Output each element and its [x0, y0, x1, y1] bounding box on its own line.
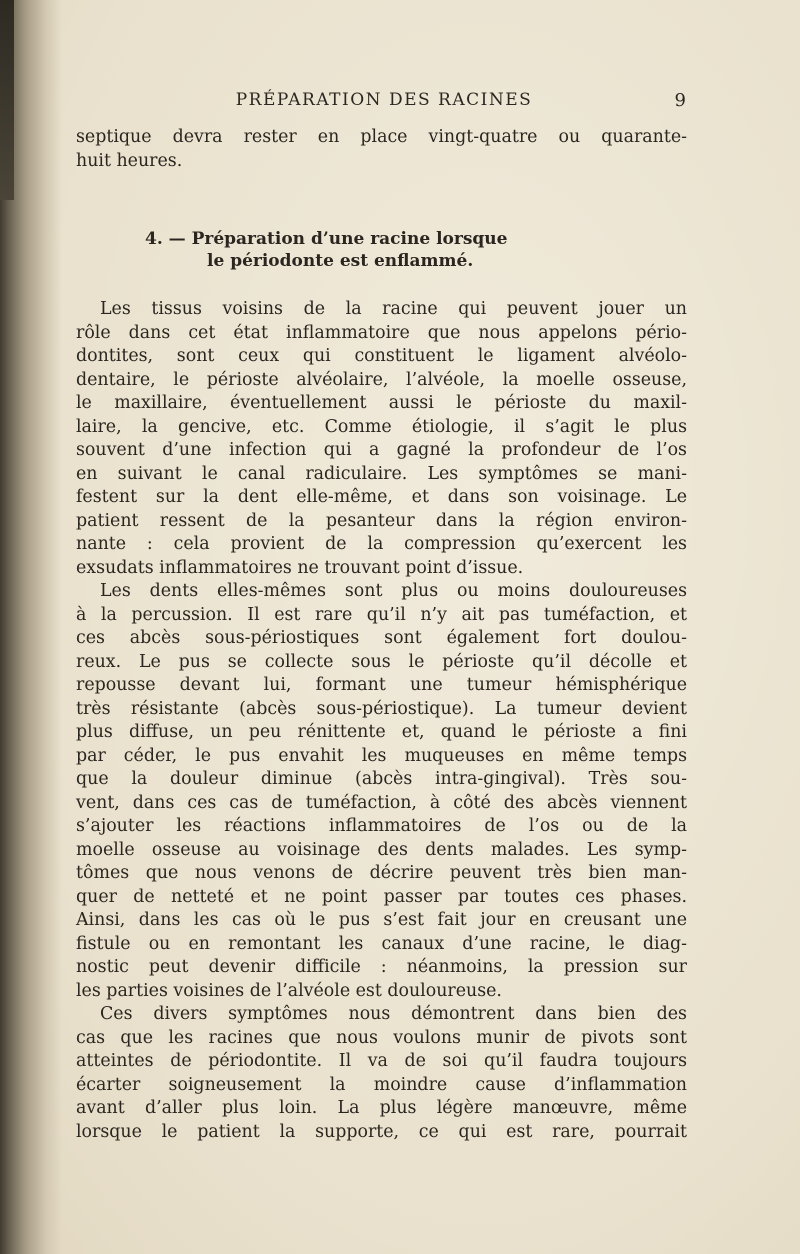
text-line: tômes que nous venons de décrire peuvent très bien man-: [76, 863, 687, 883]
text-line: laire, la gencive, etc. Comme étiologie, il s’agit le plus: [76, 416, 687, 437]
text-line: exsudats inflammatoires ne trouvant point d’issue.: [76, 557, 524, 578]
text-line: à la percussion. Il est rare qu’il n’y ait pas tuméfaction, et: [76, 604, 687, 625]
text-line: reux. Le pus se collecte sous le périoste qu’il décolle et: [76, 651, 687, 672]
page-number: 9: [674, 90, 686, 111]
text-line: Ainsi, dans les cas où le pus s’est fait jour en creusant une: [76, 910, 687, 930]
text-line: dontites, sont ceux qui constituent le ligament alvéolo-: [76, 346, 687, 366]
text-line: vent, dans ces cas de tuméfaction, à côté des abcès viennent: [76, 792, 687, 813]
text-line: cas que les racines que nous voulons munir de pivots sont: [76, 1027, 687, 1048]
text-line: nante : cela provient de la compression qu’exercent les: [76, 534, 687, 554]
text-line: festent sur la dent elle-même, et dans son voisinage. Le: [76, 487, 687, 507]
text-line: nostic peut devenir difficile : néanmoins, la pression sur: [76, 957, 687, 977]
text-line: rôle dans cet état inflammatoire que nous appelons pério-: [76, 322, 687, 343]
text-line: repousse devant lui, formant une tumeur hémisphérique: [76, 675, 687, 695]
text-line: avant d’aller plus loin. La plus légère manœuvre, même: [76, 1098, 687, 1118]
text-line: écarter soigneusement la moindre cause d’inflammation: [76, 1074, 687, 1095]
spine-edge: [0, 0, 14, 200]
text-line: Les tissus voisins de la racine qui peuvent jouer un: [100, 299, 687, 319]
text-line: souvent d’une infection qui a gagné la profondeur de l’os: [76, 440, 687, 460]
text-line: très résistante (abcès sous-périostique). La tumeur devient: [76, 698, 687, 719]
text-line: fistule ou en remontant les canaux d’une racine, le diag-: [76, 933, 687, 954]
text-line: s’ajouter les réactions inflammatoires de l’os ou de la: [76, 816, 687, 836]
text-line: lorsque le patient la supporte, ce qui est rare, pourrait: [76, 1121, 687, 1142]
text-line: que la douleur diminue (abcès intra-gingival). Très sou-: [76, 769, 687, 789]
text-line: huit heures.: [76, 150, 183, 171]
continued-paragraph: [76, 126, 687, 173]
text-line: patient ressent de la pesanteur dans la région environ-: [76, 510, 687, 531]
text-line: en suivant le canal radiculaire. Les symptômes se mani-: [76, 463, 687, 484]
running-head: [76, 90, 692, 114]
text-line: ces abcès sous-périostiques sont également fort doulou-: [76, 628, 687, 648]
text-line: par céder, le pus envahit les muqueuses en même temps: [76, 745, 687, 766]
text-line: quer de netteté et ne point passer par toutes ces phases.: [76, 886, 687, 907]
text-line: les parties voisines de l’alvéole est douloureuse.: [76, 980, 502, 1001]
text-line: dentaire, le périoste alvéolaire, l’alvéole, la moelle osseuse,: [76, 369, 687, 390]
text-line: moelle osseuse au voisinage des dents malades. Les symp-: [76, 839, 687, 860]
text-line: atteintes de périodontite. Il va de soi qu’il faudra toujours: [76, 1051, 687, 1071]
section-heading: [145, 228, 645, 272]
text-line: Ces divers symptômes nous démontrent dans bien des: [100, 1004, 687, 1024]
text-line: septique devra rester en place vingt-quatre ou quarante-: [76, 127, 687, 147]
body-text: [76, 298, 687, 1144]
text-line: le maxillaire, éventuellement aussi le périoste du maxil-: [76, 393, 687, 413]
section-heading-line-1: 4. — Préparation d’une racine lorsque: [145, 229, 508, 249]
text-line: plus diffuse, un peu rénittente et, quand le périoste a fini: [76, 722, 687, 742]
running-head-title: PRÉPARATION DES RACINES: [235, 90, 533, 110]
text-line: Les dents elles-mêmes sont plus ou moins douloureuses: [100, 581, 687, 601]
section-heading-line-2: le périodonte est enflammé.: [207, 251, 474, 271]
